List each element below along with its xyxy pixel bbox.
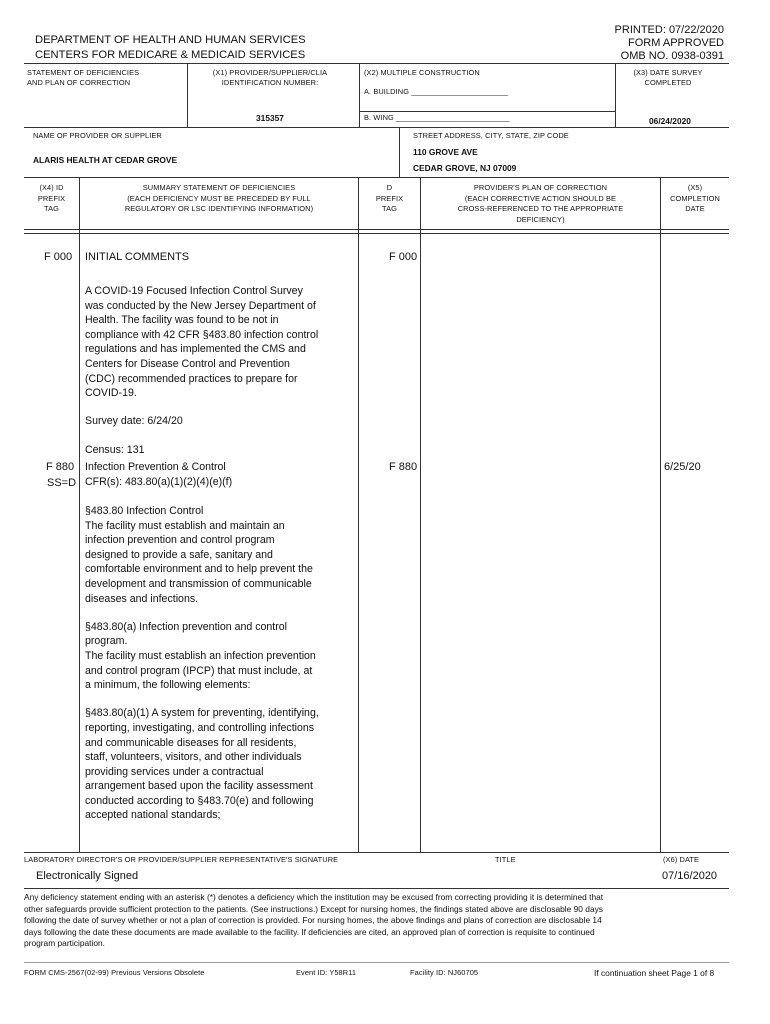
provider-name-label: NAME OF PROVIDER OR SUPPLIER [33,131,162,140]
deficiency-text-2 [85,504,355,837]
x3-survey-date: 06/24/2020 [649,116,691,126]
address-line1: 110 GROVE AVE [413,147,478,157]
col-header-x4: (X4) ID PREFIX TAG [37,183,66,213]
signature-label: LABORATORY DIRECTOR'S OR PROVIDER/SUPPLIER REPRESENTATIVE'S SIGNATURE [24,855,339,864]
survey-date-text: Survey date: 6/24/20 [85,415,183,428]
printed-date: PRINTED: 07/22/2020 [614,24,724,36]
f880-heading [85,460,355,489]
facility-id: Facility ID: NJ60705 [410,968,479,977]
f880-tag: F 880 [46,461,75,473]
deficiency-text-1 [85,284,355,457]
continuation-sheet: If continuation sheet Page 1 of 8 [594,968,715,978]
title-label: TITLE [495,855,516,864]
regulation-483-80: §483.80 Infection Control The facility must establish and maintain an infection prevention and control program designed to provide a safe, sanitary and comfortable environment and to help prevent the development and transmission of communicable diseases and infections. [85,505,313,605]
col-header-summary: SUMMARY STATEMENT OF DEFICIENCIES (EACH DEFICIENCY MUST BE PRECEDED BY FULL REGULATORY OR LSC IDENTIFYING INFORMATION) [124,183,314,213]
f000-title: INITIAL COMMENTS [85,251,190,263]
f000-tag: F 000 [44,251,73,263]
f880-completion-date: 6/25/20 [664,461,701,473]
omb-number: OMB NO. 0938-0391 [620,50,724,62]
provider-name: ALARIS HEALTH AT CEDAR GROVE [33,155,178,165]
signature-date: 07/16/2020 [662,870,718,882]
form-approved: FORM APPROVED [628,37,724,49]
x3-label: (X3) DATE SURVEY COMPLETED [633,68,703,87]
col-header-x5: (X5) COMPLETION DATE [670,183,720,213]
f000-d-tag: F 000 [389,251,418,263]
x2-label: (X2) MULTIPLE CONSTRUCTION [364,68,480,77]
dept-line2: CENTERS FOR MEDICARE & MEDICAID SERVICES [35,49,306,61]
x1-provider-number: 315357 [256,113,284,123]
form-id: FORM CMS-2567(02-99) Previous Versions Obsolete [24,968,205,977]
address-line2: CEDAR GROVE, NJ 07009 [413,163,517,173]
x6-date-label: (X6) DATE [663,855,700,864]
building-label: A. BUILDING _______________________ [364,87,509,96]
col-header-d-prefix: D PREFIX TAG [375,183,404,213]
intro-paragraph: A COVID-19 Focused Infection Control Survey was conducted by the New Jersey Department of Health. The facility was found to be not in compliance with 42 CFR §483.80 infection control regulations and has implemented the CMS and Centers for Disease Control and Prevention (CDC) recommended practices to prepare for COVID-19. [85,285,319,400]
regulation-483-80-a: §483.80(a) Infection prevention and control program. The facility must establish an infection prevention and control program (IPCP) that must include, at a minimum, the following elements: [85,620,316,692]
statement-label: STATEMENT OF DEFICIENCIES AND PLAN OF CORRECTION [27,68,140,87]
x1-label: (X1) PROVIDER/SUPPLIER/CLIA IDENTIFICATION NUMBER: [212,68,328,87]
f880-d-tag: F 880 [389,461,418,473]
f880-title: Infection Prevention & Control [85,461,226,473]
census-text: Census: 131 [85,443,145,456]
f880-cfr: CFR(s): 483.80(a)(1)(2)(4)(e)(f) [85,475,233,488]
disclaimer-text: Any deficiency statement ending with an asterisk (*) denotes a deficiency which the institution may be excused from correcting providing it is determined that other safeguards provide sufficient protection to the patients. (See instructions.) Except for nursing homes, the findings stated above are disclosable 90 days following the date of survey whether or not a plan of correction is provided. For nursing homes, the above findings and plans of correction are disclosable 14 days following the date these documents are made available to the facility. If deficiencies are cited, an approved plan of correction is requisite to continued program participation. [24,892,604,949]
agency-header [35,33,306,63]
f880-scope-severity: SS=D [47,477,77,489]
address-label: STREET ADDRESS, CITY, STATE, ZIP CODE [413,131,569,140]
signature-value: Electronically Signed [36,870,139,882]
form-header-right [524,24,724,63]
wing-label: B. WING ___________________________ [364,113,510,122]
col-header-plan: PROVIDER'S PLAN OF CORRECTION (EACH CORRECTIVE ACTION SHOULD BE CROSS-REFERENCED TO THE APPROPRIATE DEFICIENCY) [457,183,624,224]
regulation-483-80-a-1: §483.80(a)(1) A system for preventing, identifying, reporting, investigating, and controlling infections and communicable diseases for all residents, staff, volunteers, visitors, and other individuals providing services under a contractual arrangement based upon the facility assessment conducted according to §483.70(e) and following accepted national standards; [85,707,319,822]
event-id: Event ID: Y58R11 [296,968,357,977]
dept-line1: DEPARTMENT OF HEALTH AND HUMAN SERVICES [35,34,306,46]
